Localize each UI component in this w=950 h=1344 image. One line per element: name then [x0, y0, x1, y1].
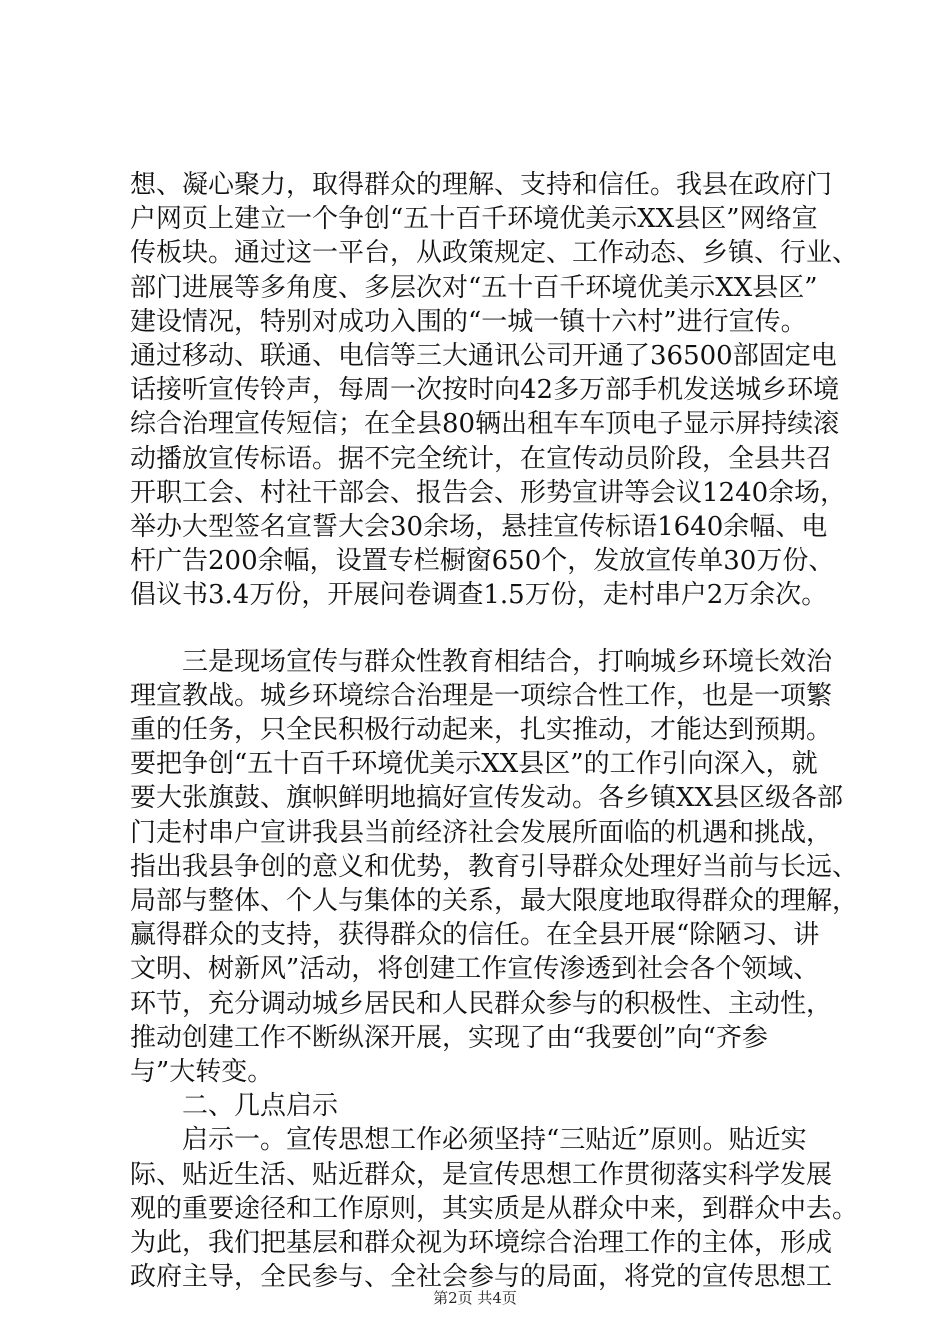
text-line: 部门进展等多角度、多层次对“五十百千环境优美示XX县区” — [130, 273, 818, 303]
text-line: 重的任务，只全民积极行动起来，扎实推动，才能达到预期。 — [130, 715, 833, 745]
text-line: 指出我县争创的意义和优势，教育引导群众处理好当前与长远、 — [130, 852, 859, 882]
text-line: 举办大型签名宣誓大会30余场，悬挂宣传标语1640余幅、电 — [130, 512, 828, 542]
text-line: 杆广告200余幅，设置专栏橱窗650个，发放宣传单30万份、 — [130, 546, 835, 576]
text-line: 户网页上建立一个争创“五十百千环境优美示XX县区”网络宣 — [130, 204, 818, 234]
text-line: 与”大转变。 — [130, 1057, 274, 1087]
text-line: 开职工会、村社干部会、报告会、形势宣讲等会议1240余场， — [130, 478, 847, 508]
text-line: 建设情况，特别对成功入围的“一城一镇十六村”进行宣传。 — [130, 307, 807, 337]
text-line: 传板块。通过这一平台，从政策规定、工作动态、乡镇、行业、 — [130, 238, 859, 268]
text-line: 环节，充分调动城乡居民和人民群众参与的积极性、主动性， — [130, 989, 833, 1019]
text-line: 赢得群众的支持，获得群众的信任。在全县开展“除陋习、讲 — [130, 920, 820, 950]
text-line: 门走村串户宣讲我县当前经济社会发展所面临的机遇和挑战， — [130, 818, 833, 848]
text-line: 综合治理宣传短信；在全县80辆出租车车顶电子显示屏持续滚 — [130, 409, 840, 439]
text-line: 启示一。宣传思想工作必须坚持“三贴近”原则。贴近实 — [130, 1125, 807, 1155]
text-line: 局部与整体、个人与集体的关系，最大限度地取得群众的理解， — [130, 886, 859, 916]
text-line: 要把争创“五十百千环境优美示XX县区”的工作引向深入，就 — [130, 749, 818, 779]
text-line: 文明、树新风”活动，将创建工作宣传渗透到社会各个领域、 — [130, 954, 820, 984]
text-line: 动播放宣传标语。据不完全统计，在宣传动员阶段，全县共召 — [130, 444, 833, 474]
text-line: 推动创建工作不断纵深开展，实现了由“我要创”向“齐参 — [130, 1023, 768, 1053]
text-line: 政府主导，全民参与、全社会参与的局面，将党的宣传思想工 — [130, 1262, 833, 1292]
text-line: 通过移动、联通、电信等三大通讯公司开通了36500部固定电 — [130, 341, 837, 371]
page-footer: 第2页 共4页 — [433, 1289, 517, 1307]
text-line: 要大张旗鼓、旗帜鲜明地搞好宣传发动。各乡镇XX县区级各部 — [130, 783, 844, 813]
text-line: 想、凝心聚力，取得群众的理解、支持和信任。我县在政府门 — [130, 170, 833, 200]
text-line: 际、贴近生活、贴近群众，是宣传思想工作贯彻落实科学发展 — [130, 1160, 833, 1190]
text-line: 观的重要途径和工作原则，其实质是从群众中来，到群众中去。 — [130, 1194, 859, 1224]
section-heading: 二、几点启示 — [130, 1091, 339, 1121]
text-line: 倡议书3.4万份，开展问卷调查1.5万份，走村串户2万余次。 — [130, 580, 828, 610]
text-line: 三是现场宣传与群众性教育相结合，打响城乡环境长效治 — [130, 647, 833, 677]
text-line: 话接听宣传铃声，每周一次按时向42多万部手机发送城乡环境 — [130, 375, 840, 405]
text-line: 为此，我们把基层和群众视为环境综合治理工作的主体，形成 — [130, 1228, 833, 1258]
text-line: 理宣教战。城乡环境综合治理是一项综合性工作，也是一项繁 — [130, 681, 833, 711]
